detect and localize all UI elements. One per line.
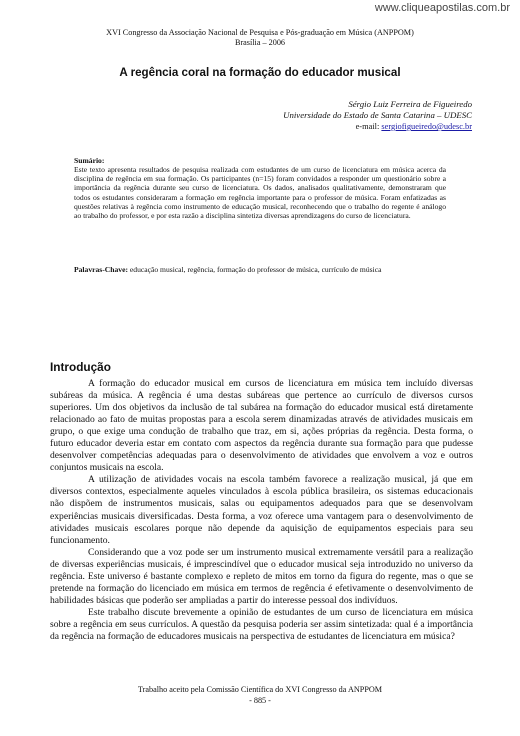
abstract-text: Este texto apresenta resultados de pesquisa realizada com estudantes de um curso de licenciatura em música acerca da disciplina de regência em sua formação. Os participantes (n=15) foram convidados a responder um questionário sobre a importância da regência durante seu curso de licenciatura. Os dados, analisados qualitativamente, demonstraram que todos os estudantes consideraram a formação em regência importante para o professor de música. Foram enfatizadas as questões relativas à regência como instrumento de educação musical, reconhecendo que o trabalho do regente é análogo ao trabalho do professor, e por esta razão a disciplina sintetiza diversas aprendizagens do curso de licenciatura. (74, 165, 446, 220)
body-paragraph: A utilização de atividades vocais na escola também favorece a realização musical, já que em diversos contextos, especialmente aqueles vinculados à escola pública brasileira, os sistemas educacionais não dispõem de instrumentos musicais, salas ou equipamentos adequados para que se desenvolvam experiências musicais diversificadas. Desta forma, a voz oferece uma vantagem para o desenvolvimento de atividades musicais escolares porque não depende da aquisição de equipamentos especiais para seu funcionamento. (50, 474, 473, 546)
section-heading: Introdução (50, 360, 111, 374)
author-email-line (283, 121, 472, 132)
page-footer (0, 685, 520, 706)
footer-acceptance-note: Trabalho aceito pela Comissão Científica do XVI Congresso da ANPPOM (137, 685, 383, 694)
conference-name: XVI Congresso da Associação Nacional de Pesquisa e Pós-graduação em Música (ANPPOM) (106, 28, 414, 37)
keywords (74, 265, 454, 274)
body-paragraph: Este trabalho discute brevemente a opinião de estudantes de um curso de licenciatura em música sobre a regência em seus currículos. A questão da pesquisa poderia ser assim sintetizada: qual é a importância da regência na formação de educadores musicais na perspectiva de estudantes de licenciatura em música? (50, 606, 473, 642)
keywords-label: Palavras-Chave: (74, 265, 128, 274)
author-name: Sérgio Luiz Ferreira de Figueiredo (348, 99, 472, 109)
section-body (50, 378, 473, 643)
conference-place-year: Brasília – 2006 (234, 38, 286, 47)
abstract (74, 156, 446, 220)
email-link[interactable]: sergiofigueiredo@udesc.br (381, 122, 472, 131)
body-paragraph: A formação do educador musical em cursos de licenciatura em música tem incluído diversas subáreas da música. A regência é uma destas subáreas que pertence ao currículo de diversos cursos superiores. Um dos objetivos da inclusão de tal subárea na formação do educador musical está diretamente relacionado ao fato de muitas propostas para a escola serem dinamizadas através de atividades musicais em grupo, o que exige uma condução de trabalho que traz, em si, ações próprias da regência. Desta forma, o futuro educador deveria estar em contato com aspectos da regência durante sua formação para que pudesse desenvolver competências adequadas para o desenvolvimento de atividades que envolvem a voz e outros conjuntos musicais na escola. (50, 378, 473, 474)
author-block (283, 99, 472, 132)
body-paragraph: Considerando que a voz pode ser um instrumento musical extremamente versátil para a realização de diversas experiências musicais, é imprescindível que o educador musical seja introduzido no universo da regência. Este universo é bastante complexo e repleto de mitos em torno da figura do regente, mas o que se pretende na formação do licenciado em música em termos de regência é efetivamente o desenvolvimento de habilidades básicas que poderão ser ampliadas a partir do interesse pessoal dos indivíduos. (50, 546, 473, 606)
page-number: - 885 - (249, 695, 271, 705)
keywords-text: educação musical, regência, formação do professor de música, currículo de música (129, 265, 382, 274)
author-institution: Universidade do Estado de Santa Catarina – UDESC (283, 110, 472, 120)
paper-title: A regência coral na formação do educador musical (119, 66, 401, 79)
watermark: www.cliqueapostilas.com.br (374, 2, 510, 14)
email-label: e-mail: (355, 122, 380, 131)
abstract-heading: Sumário: (74, 156, 105, 165)
conference-header (0, 28, 520, 48)
